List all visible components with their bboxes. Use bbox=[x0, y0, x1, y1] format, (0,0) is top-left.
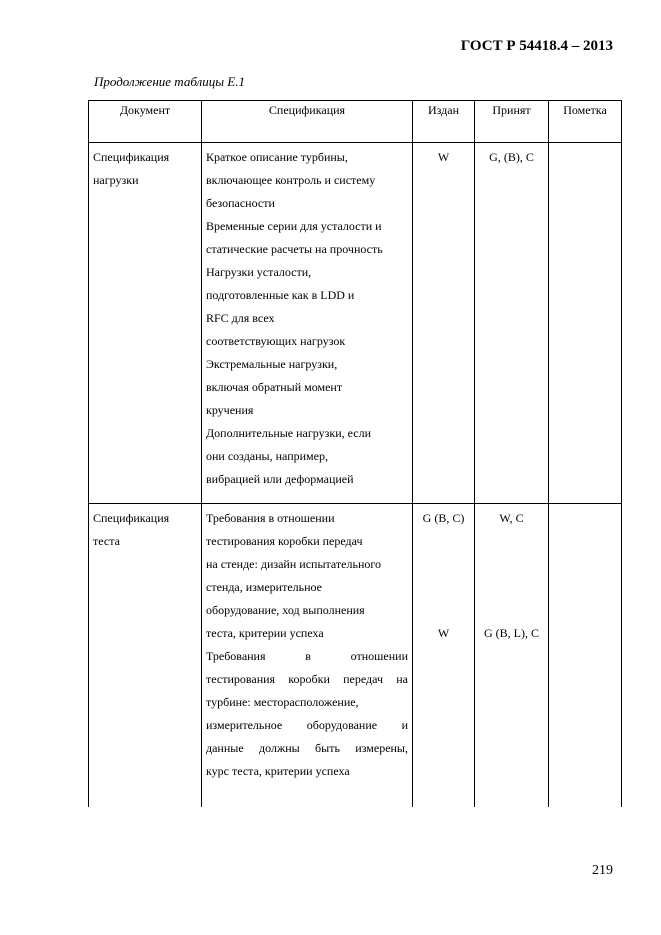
note-cell bbox=[549, 504, 622, 808]
spec-line: курс теста, критерии успеха bbox=[206, 764, 350, 778]
spec-line: Нагрузки усталости, bbox=[206, 265, 312, 279]
specification-cell bbox=[202, 143, 413, 504]
col-header-specification: Спецификация bbox=[202, 101, 413, 143]
spec-line: соответствующих нагрузок bbox=[206, 334, 346, 348]
spec-line: Временные серии для усталости и bbox=[206, 219, 382, 233]
spec-line: статические расчеты на прочность bbox=[206, 242, 383, 256]
spec-line: безопасности bbox=[206, 196, 275, 210]
col-header-issued: Издан bbox=[413, 101, 475, 143]
spec-line: турбине: месторасположение, bbox=[206, 695, 359, 709]
spec-line: тестирования коробки передач bbox=[206, 534, 363, 548]
table-row bbox=[89, 504, 622, 808]
accepted-value: G (B, L), C bbox=[484, 626, 539, 640]
spec-line: они созданы, например, bbox=[206, 449, 328, 463]
spec-line: Краткое описание турбины, bbox=[206, 150, 348, 164]
document-text: Спецификация bbox=[93, 150, 170, 164]
spec-line: RFC для всех bbox=[206, 311, 275, 325]
spec-line: тестирования коробки передач на bbox=[206, 672, 408, 686]
spec-line: данные должны быть измерены, bbox=[206, 741, 408, 755]
spec-line: Требования в отношении bbox=[206, 511, 335, 525]
issued-value: W bbox=[437, 626, 450, 640]
table-header-row bbox=[89, 101, 622, 143]
document-text: Спецификация bbox=[93, 511, 170, 525]
spec-line: на стенде: дизайн испытательного bbox=[206, 557, 381, 571]
spec-line: кручения bbox=[206, 403, 254, 417]
spec-table bbox=[88, 100, 622, 807]
document-text: теста bbox=[93, 534, 120, 548]
issued-cell bbox=[413, 504, 475, 808]
accepted-cell bbox=[475, 504, 549, 808]
spec-line: включая обратный момент bbox=[206, 380, 343, 394]
spec-line: Требования в отношении bbox=[206, 649, 408, 663]
accepted-cell: G, (B), C bbox=[475, 143, 549, 504]
accepted-value: W, C bbox=[499, 511, 524, 525]
standard-header: ГОСТ Р 54418.4 – 2013 bbox=[460, 38, 613, 54]
col-header-accepted: Принят bbox=[475, 101, 549, 143]
document-cell bbox=[89, 504, 202, 808]
spec-line: подготовленные как в LDD и bbox=[206, 288, 355, 302]
page-number: 219 bbox=[592, 863, 613, 878]
col-header-document: Документ bbox=[89, 101, 202, 143]
col-header-note: Пометка bbox=[549, 101, 622, 143]
specification-cell bbox=[202, 504, 413, 808]
spec-line: оборудование, ход выполнения bbox=[206, 603, 365, 617]
spec-line: теста, критерии успеха bbox=[206, 626, 324, 640]
table-caption: Продолжение таблицы Е.1 bbox=[94, 74, 245, 89]
table-row bbox=[89, 143, 622, 504]
spec-line: Дополнительные нагрузки, если bbox=[206, 426, 371, 440]
spec-line: вибрацией или деформацией bbox=[206, 472, 354, 486]
spec-line: стенда, измерительное bbox=[206, 580, 323, 594]
note-cell bbox=[549, 143, 622, 504]
spec-line: Экстремальные нагрузки, bbox=[206, 357, 338, 371]
issued-cell: W bbox=[413, 143, 475, 504]
issued-value: G (B, C) bbox=[422, 511, 465, 525]
spec-line: измерительное оборудование и bbox=[206, 718, 408, 732]
spec-line: включающее контроль и систему bbox=[206, 173, 376, 187]
document-cell bbox=[89, 143, 202, 504]
document-text: нагрузки bbox=[93, 173, 139, 187]
